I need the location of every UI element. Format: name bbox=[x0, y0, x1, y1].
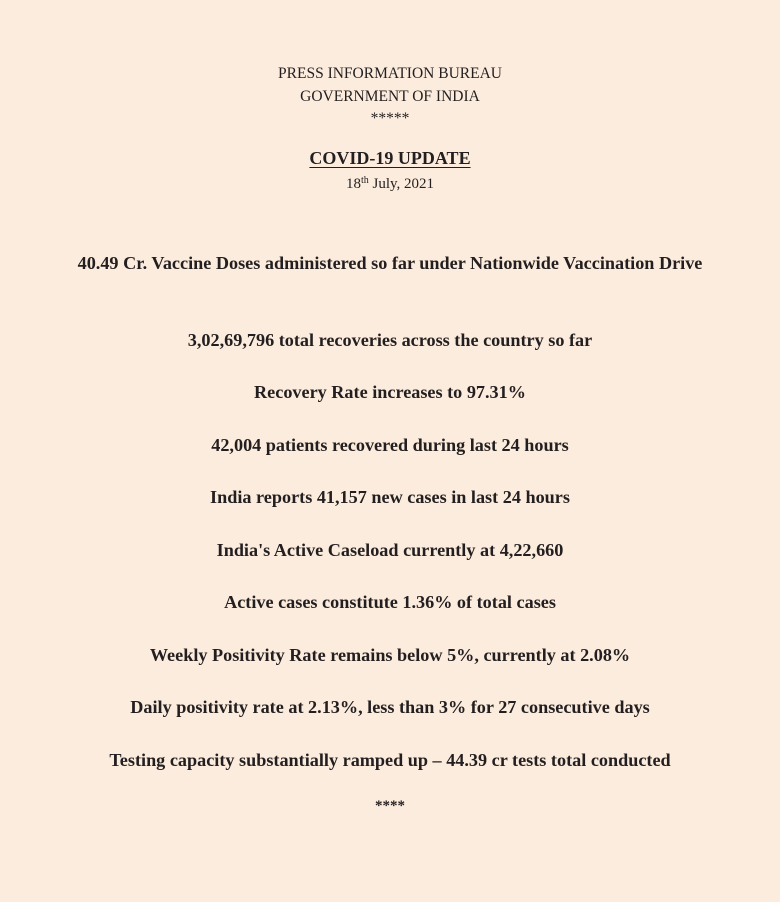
highlight-testing-capacity: Testing capacity substantially ramped up – 44.39 cr tests total conducted bbox=[109, 750, 671, 770]
date-suffix: th bbox=[360, 175, 369, 186]
end-marker: **** bbox=[375, 798, 405, 814]
highlight-weekly-positivity: Weekly Positivity Rate remains below 5%, currently at 2.08% bbox=[149, 645, 631, 665]
date-day: 18 bbox=[345, 176, 361, 192]
release-date bbox=[0, 176, 780, 193]
highlight-active-caseload: India's Active Caseload currently at 4,22,660 bbox=[216, 540, 564, 560]
highlight-recovery-rate: Recovery Rate increases to 97.31% bbox=[254, 382, 526, 402]
highlight-total-recoveries: 3,02,69,796 total recoveries across the country so far bbox=[187, 330, 593, 350]
highlight-new-cases: India reports 41,157 new cases in last 24 hours bbox=[210, 487, 570, 507]
highlight-daily-positivity: Daily positivity rate at 2.13%, less than 3% for 27 consecutive days bbox=[130, 697, 650, 717]
release-title: COVID-19 UPDATE bbox=[309, 148, 471, 168]
highlight-recovered-24h: 42,004 patients recovered during last 24 hours bbox=[211, 435, 569, 455]
highlight-vaccination: 40.49 Cr. Vaccine Doses administered so far under Nationwide Vaccination Drive bbox=[77, 253, 703, 273]
highlight-active-share: Active cases constitute 1.36% of total cases bbox=[224, 592, 556, 612]
bureau-name: PRESS INFORMATION BUREAU bbox=[278, 65, 502, 82]
header-separator: ***** bbox=[370, 110, 410, 127]
date-month-year: July, 2021 bbox=[368, 176, 435, 192]
government-name: GOVERNMENT OF INDIA bbox=[300, 88, 480, 105]
